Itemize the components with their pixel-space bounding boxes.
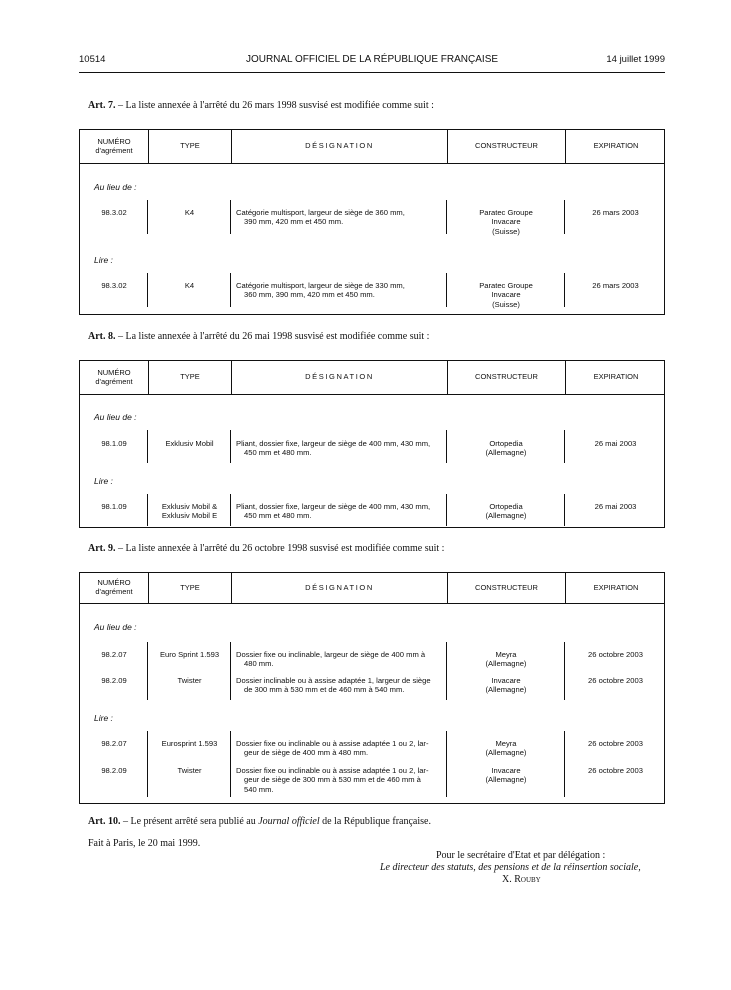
row-expiration: 26 octobre 2003 [588,766,643,775]
column-divider [446,494,447,526]
table-header [80,130,664,164]
column-divider [446,273,447,307]
row-numero: 98.1.09 [101,439,127,448]
row-designation: Catégorie multisport, largeur de siège de 360 mm, 390 mm, 420 mm et 450 mm. [236,208,405,227]
article-label: Art. 10. [88,816,121,827]
row-type: K4 [184,208,195,217]
column-divider [147,494,148,526]
row-type: Exklusiv Mobil [165,439,214,448]
row-numero: 98.1.09 [101,502,127,511]
column-divider [147,642,148,700]
article-text: – La liste annexée à l'arrêté du 26 mai 1998 susvisé est modifiée comme suit : [115,331,430,342]
row-type: Eurosprint 1.593 [161,739,218,748]
row-constructeur: Invacare (Allemagne) [485,766,527,785]
row-designation: Dossier inclinable ou à assise adaptée 1, largeur de siège de 300 mm à 530 mm et de 460 mm à 540 mm. [236,676,431,695]
column-divider [230,494,231,526]
col-header-expiration: EXPIRATION [565,361,666,394]
column-divider [564,642,565,700]
column-divider [147,430,148,463]
column-divider [446,642,447,700]
column-divider [230,731,231,797]
row-designation: Pliant, dossier fixe, largeur de siège de 400 mm, 430 mm, 450 mm et 480 mm. [236,502,431,521]
row-expiration: 26 mai 2003 [594,439,637,448]
row-type: Exklusiv Mobil & Exklusiv Mobil E [161,502,218,521]
row-type: Twister [177,676,202,685]
column-divider [230,200,231,234]
column-divider [564,430,565,463]
section-au-lieu-de: Au lieu de : [94,622,137,632]
row-constructeur: Paratec Groupe Invacare (Suisse) [479,208,533,236]
column-divider [446,731,447,797]
column-divider [446,200,447,234]
article-label: Art. 7. [88,100,116,111]
article-text: – La liste annexée à l'arrêté du 26 octobre 1998 susvisé est modifiée comme suit : [115,543,445,554]
section-au-lieu-de: Au lieu de : [94,182,137,192]
col-header-designation: DÉSIGNATION [231,573,447,603]
section-au-lieu-de: Au lieu de : [94,412,137,422]
col-header-expiration: EXPIRATION [565,573,666,603]
row-expiration: 26 octobre 2003 [588,650,643,659]
column-divider [564,273,565,307]
column-divider [147,273,148,307]
row-numero: 98.3.02 [101,281,127,290]
col-header-numero: NUMÉRO d'agrément [95,367,133,386]
row-designation: Dossier fixe ou inclinable, largeur de siège de 400 mm à 480 mm. [236,650,426,669]
row-designation: Catégorie multisport, largeur de siège de 330 mm, 360 mm, 390 mm, 420 mm et 450 mm. [236,281,405,300]
delegation-line: Pour le secrétaire d'Etat et par délégation : [436,850,606,861]
row-constructeur: Ortopedia (Allemagne) [485,439,527,458]
row-designation: Dossier fixe ou inclinable ou à assise adaptée 1 ou 2, lar- geur de siège de 300 mm à 530 mm et de 460 mm à 540 mm. [236,766,429,794]
column-divider [564,494,565,526]
col-header-designation: DÉSIGNATION [231,361,447,394]
article-7-intro [88,100,434,111]
column-divider [564,731,565,797]
col-header-numero: NUMÉRO d'agrément [95,578,133,596]
row-designation: Dossier fixe ou inclinable ou à assise adaptée 1 ou 2, lar- geur de siège de 400 mm à 480 mm. [236,739,429,758]
column-divider [147,731,148,797]
column-divider [230,273,231,307]
row-constructeur: Meyra (Allemagne) [485,739,527,758]
article-label: Art. 8. [88,331,116,342]
article-text: – La liste annexée à l'arrêté du 26 mars 1998 susvisé est modifiée comme suit : [115,100,434,111]
row-expiration: 26 mai 2003 [594,502,637,511]
row-constructeur: Ortopedia (Allemagne) [485,502,527,521]
row-expiration: 26 octobre 2003 [588,676,643,685]
table-article-9 [79,572,665,804]
section-lire: Lire : [94,255,113,265]
col-header-type: TYPE [148,361,231,394]
column-divider [230,430,231,463]
row-type: Twister [177,766,202,775]
table-header [80,361,664,395]
col-header-type: TYPE [148,573,231,603]
column-divider [230,642,231,700]
col-header-expiration: EXPIRATION [565,130,666,163]
row-expiration: 26 mars 2003 [592,281,639,290]
table-header [80,573,664,604]
article-9-intro [88,543,444,554]
column-divider [564,200,565,234]
directeur-line: Le directeur des statuts, des pensions et de la réinsertion sociale, [380,862,641,873]
article-10: Art. 10. – Le présent arrêté sera publié au Journal officiel de la République française. [88,816,431,827]
column-divider [147,200,148,234]
row-numero: 98.2.09 [101,676,127,685]
row-expiration: 26 mars 2003 [592,208,639,217]
article-8-intro [88,331,429,342]
row-constructeur: Meyra (Allemagne) [485,650,527,669]
fait-a-paris: Fait à Paris, le 20 mai 1999. [88,838,201,849]
signature-name: X. Rouby [502,874,541,885]
article-label: Art. 9. [88,543,116,554]
column-divider [446,430,447,463]
table-article-8 [79,360,665,528]
issue-date: 14 juillet 1999 [606,54,665,65]
page-number: 10514 [79,54,106,65]
journal-title: JOURNAL OFFICIEL DE LA RÉPUBLIQUE FRANÇAISE [245,54,499,65]
row-type: Euro Sprint 1.593 [159,650,220,659]
col-header-type: TYPE [148,130,231,163]
col-header-designation: DÉSIGNATION [231,130,447,163]
col-header-numero: NUMÉRO d'agrément [95,136,133,155]
col-header-constructeur: CONSTRUCTEUR [447,130,565,163]
section-lire: Lire : [94,476,113,486]
row-designation: Pliant, dossier fixe, largeur de siège de 400 mm, 430 mm, 450 mm et 480 mm. [236,439,431,458]
col-header-constructeur: CONSTRUCTEUR [447,361,565,394]
page-header [79,50,665,73]
journal-name: Journal officiel [258,816,320,827]
row-numero: 98.2.07 [101,650,127,659]
table-article-7 [79,129,665,315]
row-numero: 98.2.09 [101,766,127,775]
row-numero: 98.2.07 [101,739,127,748]
row-constructeur: Paratec Groupe Invacare (Suisse) [479,281,533,309]
row-expiration: 26 octobre 2003 [588,739,643,748]
row-numero: 98.3.02 [101,208,127,217]
row-constructeur: Invacare (Allemagne) [485,676,527,695]
row-type: K4 [184,281,195,290]
col-header-constructeur: CONSTRUCTEUR [447,573,565,603]
section-lire: Lire : [94,713,113,723]
